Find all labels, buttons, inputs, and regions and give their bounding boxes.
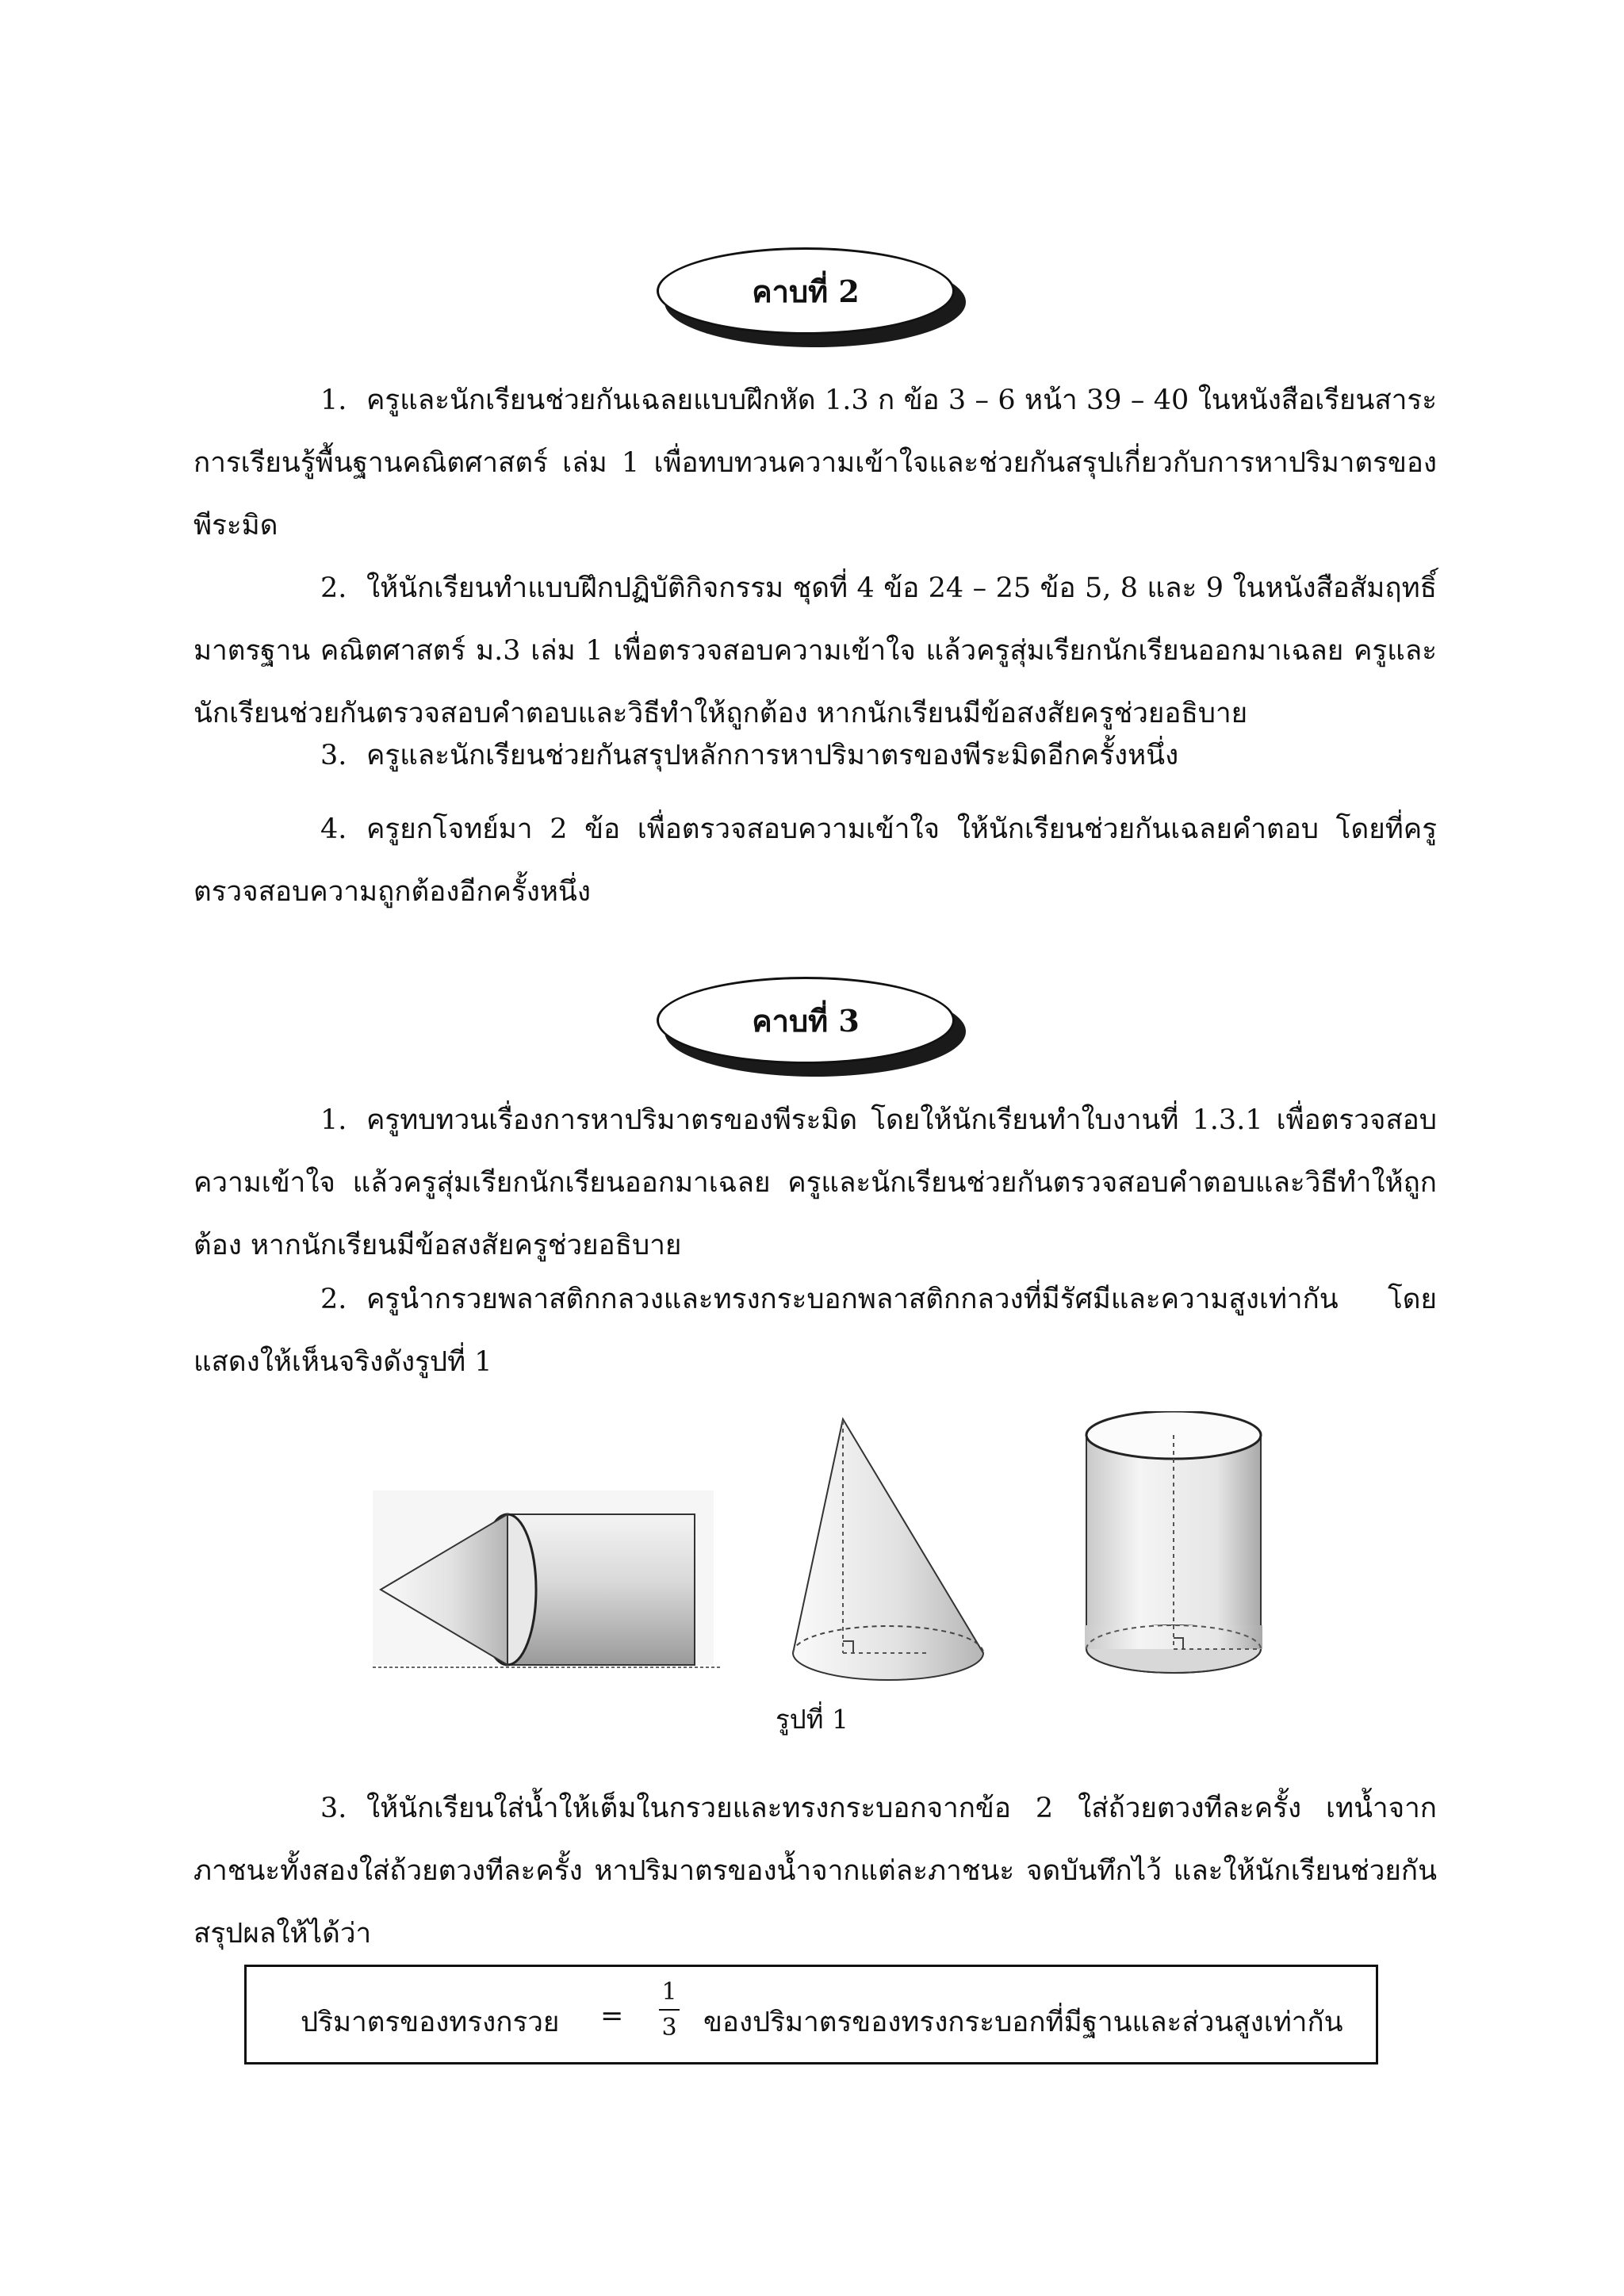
- fraction-denominator: 3: [661, 2014, 677, 2042]
- formula-equals: =: [600, 2000, 624, 2032]
- item-number: 3.: [320, 1793, 347, 1824]
- fraction-numerator: 1: [661, 1978, 677, 2006]
- item-text: ให้นักเรียนทำแบบฝึกปฏิบัติกิจกรรม ชุดที่ 4 ข้อ 24 – 25 ข้อ 5, 8 และ 9 ในหนังสือสัมฤทธิ์มาตรฐาน คณิตศาสตร์ ม.3 เล่ม 1 เพื่อตรวจสอบความเข้าใจ แล้วครูสุ่มเรียกนักเรียนออกมาเฉลย ครูและนักเรียนช่วยกันตรวจสอบคำตอบและวิธีทำให้ถูกต้อง หากนักเรียนมีข้อสงสัยครูช่วยอธิบาย: [193, 572, 1437, 729]
- period2-item-1: [193, 369, 1437, 557]
- period2-heading-badge: [657, 247, 967, 350]
- item-number: 1.: [320, 385, 347, 416]
- item-text: ให้นักเรียนใส่น้ำให้เต็มในกรวยและทรงกระบอกจากข้อ 2 ใส่ถ้วยตวงทีละครั้ง เทน้ำจากภาชนะทั้งสองใส่ถ้วยตวงทีละครั้ง หาปริมาตรของน้ำจากแต่ละภาชนะ จดบันทึกไว้ และให้นักเรียนช่วยกันสรุปผลให้ได้ว่า: [193, 1793, 1437, 1950]
- formula-right: ของปริมาตรของทรงกระบอกที่มีฐานและส่วนสูงเท่ากัน: [703, 2007, 1343, 2038]
- cone-cylinder-figure: [373, 1411, 1277, 1681]
- fraction-one-third: [657, 1978, 681, 2042]
- item-number: 1.: [320, 1104, 347, 1136]
- item-number: 4.: [320, 813, 347, 845]
- period2-heading: คาบที่ 2: [657, 247, 955, 335]
- period3-item-2: [193, 1269, 1437, 1394]
- figure-caption: รูปที่ 1: [776, 1704, 848, 1735]
- cylinder-shape: [1085, 1411, 1262, 1673]
- item-text: ครูและนักเรียนช่วยกันสรุปหลักการหาปริมาตรของพีระมิดอีกครั้งหนึ่ง: [366, 740, 1179, 771]
- item-text: ครูและนักเรียนช่วยกันเฉลยแบบฝึกหัด 1.3 ก ข้อ 3 – 6 หน้า 39 – 40 ในหนังสือเรียนสาระการเรียนรู้พื้นฐานคณิตศาสตร์ เล่ม 1 เพื่อทบทวนความเข้าใจและช่วยกันสรุปเกี่ยวกับการหาปริมาตรของพีระมิด: [193, 385, 1437, 541]
- item-text: ครูยกโจทย์มา 2 ข้อ เพื่อตรวจสอบความเข้าใจ ให้นักเรียนช่วยกันเฉลยคำตอบ โดยที่ครูตรวจสอบความถูกต้องอีกครั้งหนึ่ง: [193, 813, 1437, 908]
- item-text: ครูนำกรวยพลาสติกกลวงและทรงกระบอกพลาสติกกลวงที่มีรัศมีและความสูงเท่ากัน โดยแสดงให้เห็นจริงดังรูปที่ 1: [193, 1284, 1437, 1378]
- formula-left: ปริมาตรของทรงกรวย: [301, 2007, 560, 2038]
- period3-heading: คาบที่ 3: [657, 977, 955, 1064]
- cone-in-cylinder-shape: [373, 1490, 722, 1667]
- cone-shape: [793, 1419, 983, 1680]
- period2-item-4: [193, 798, 1437, 924]
- item-text: ครูทบทวนเรื่องการหาปริมาตรของพีระมิด โดยให้นักเรียนทำใบงานที่ 1.3.1 เพื่อตรวจสอบความเข้าใจ แล้วครูสุ่มเรียกนักเรียนออกมาเฉลย ครูและนักเรียนช่วยกันตรวจสอบคำตอบและวิธีทำให้ถูกต้อง หากนักเรียนมีข้อสงสัยครูช่วยอธิบาย: [193, 1104, 1437, 1261]
- item-number: 2.: [320, 1284, 347, 1315]
- cone-volume-formula-box: [244, 1965, 1378, 2064]
- period3-item-3: [193, 1777, 1437, 1965]
- fraction-bar: [659, 2009, 680, 2011]
- period2-item-2: [193, 557, 1437, 745]
- item-number: 2.: [320, 572, 347, 604]
- period3-heading-badge: [657, 977, 967, 1080]
- item-number: 3.: [320, 740, 347, 771]
- period2-item-3: [193, 725, 1437, 787]
- period3-item-1: [193, 1089, 1437, 1277]
